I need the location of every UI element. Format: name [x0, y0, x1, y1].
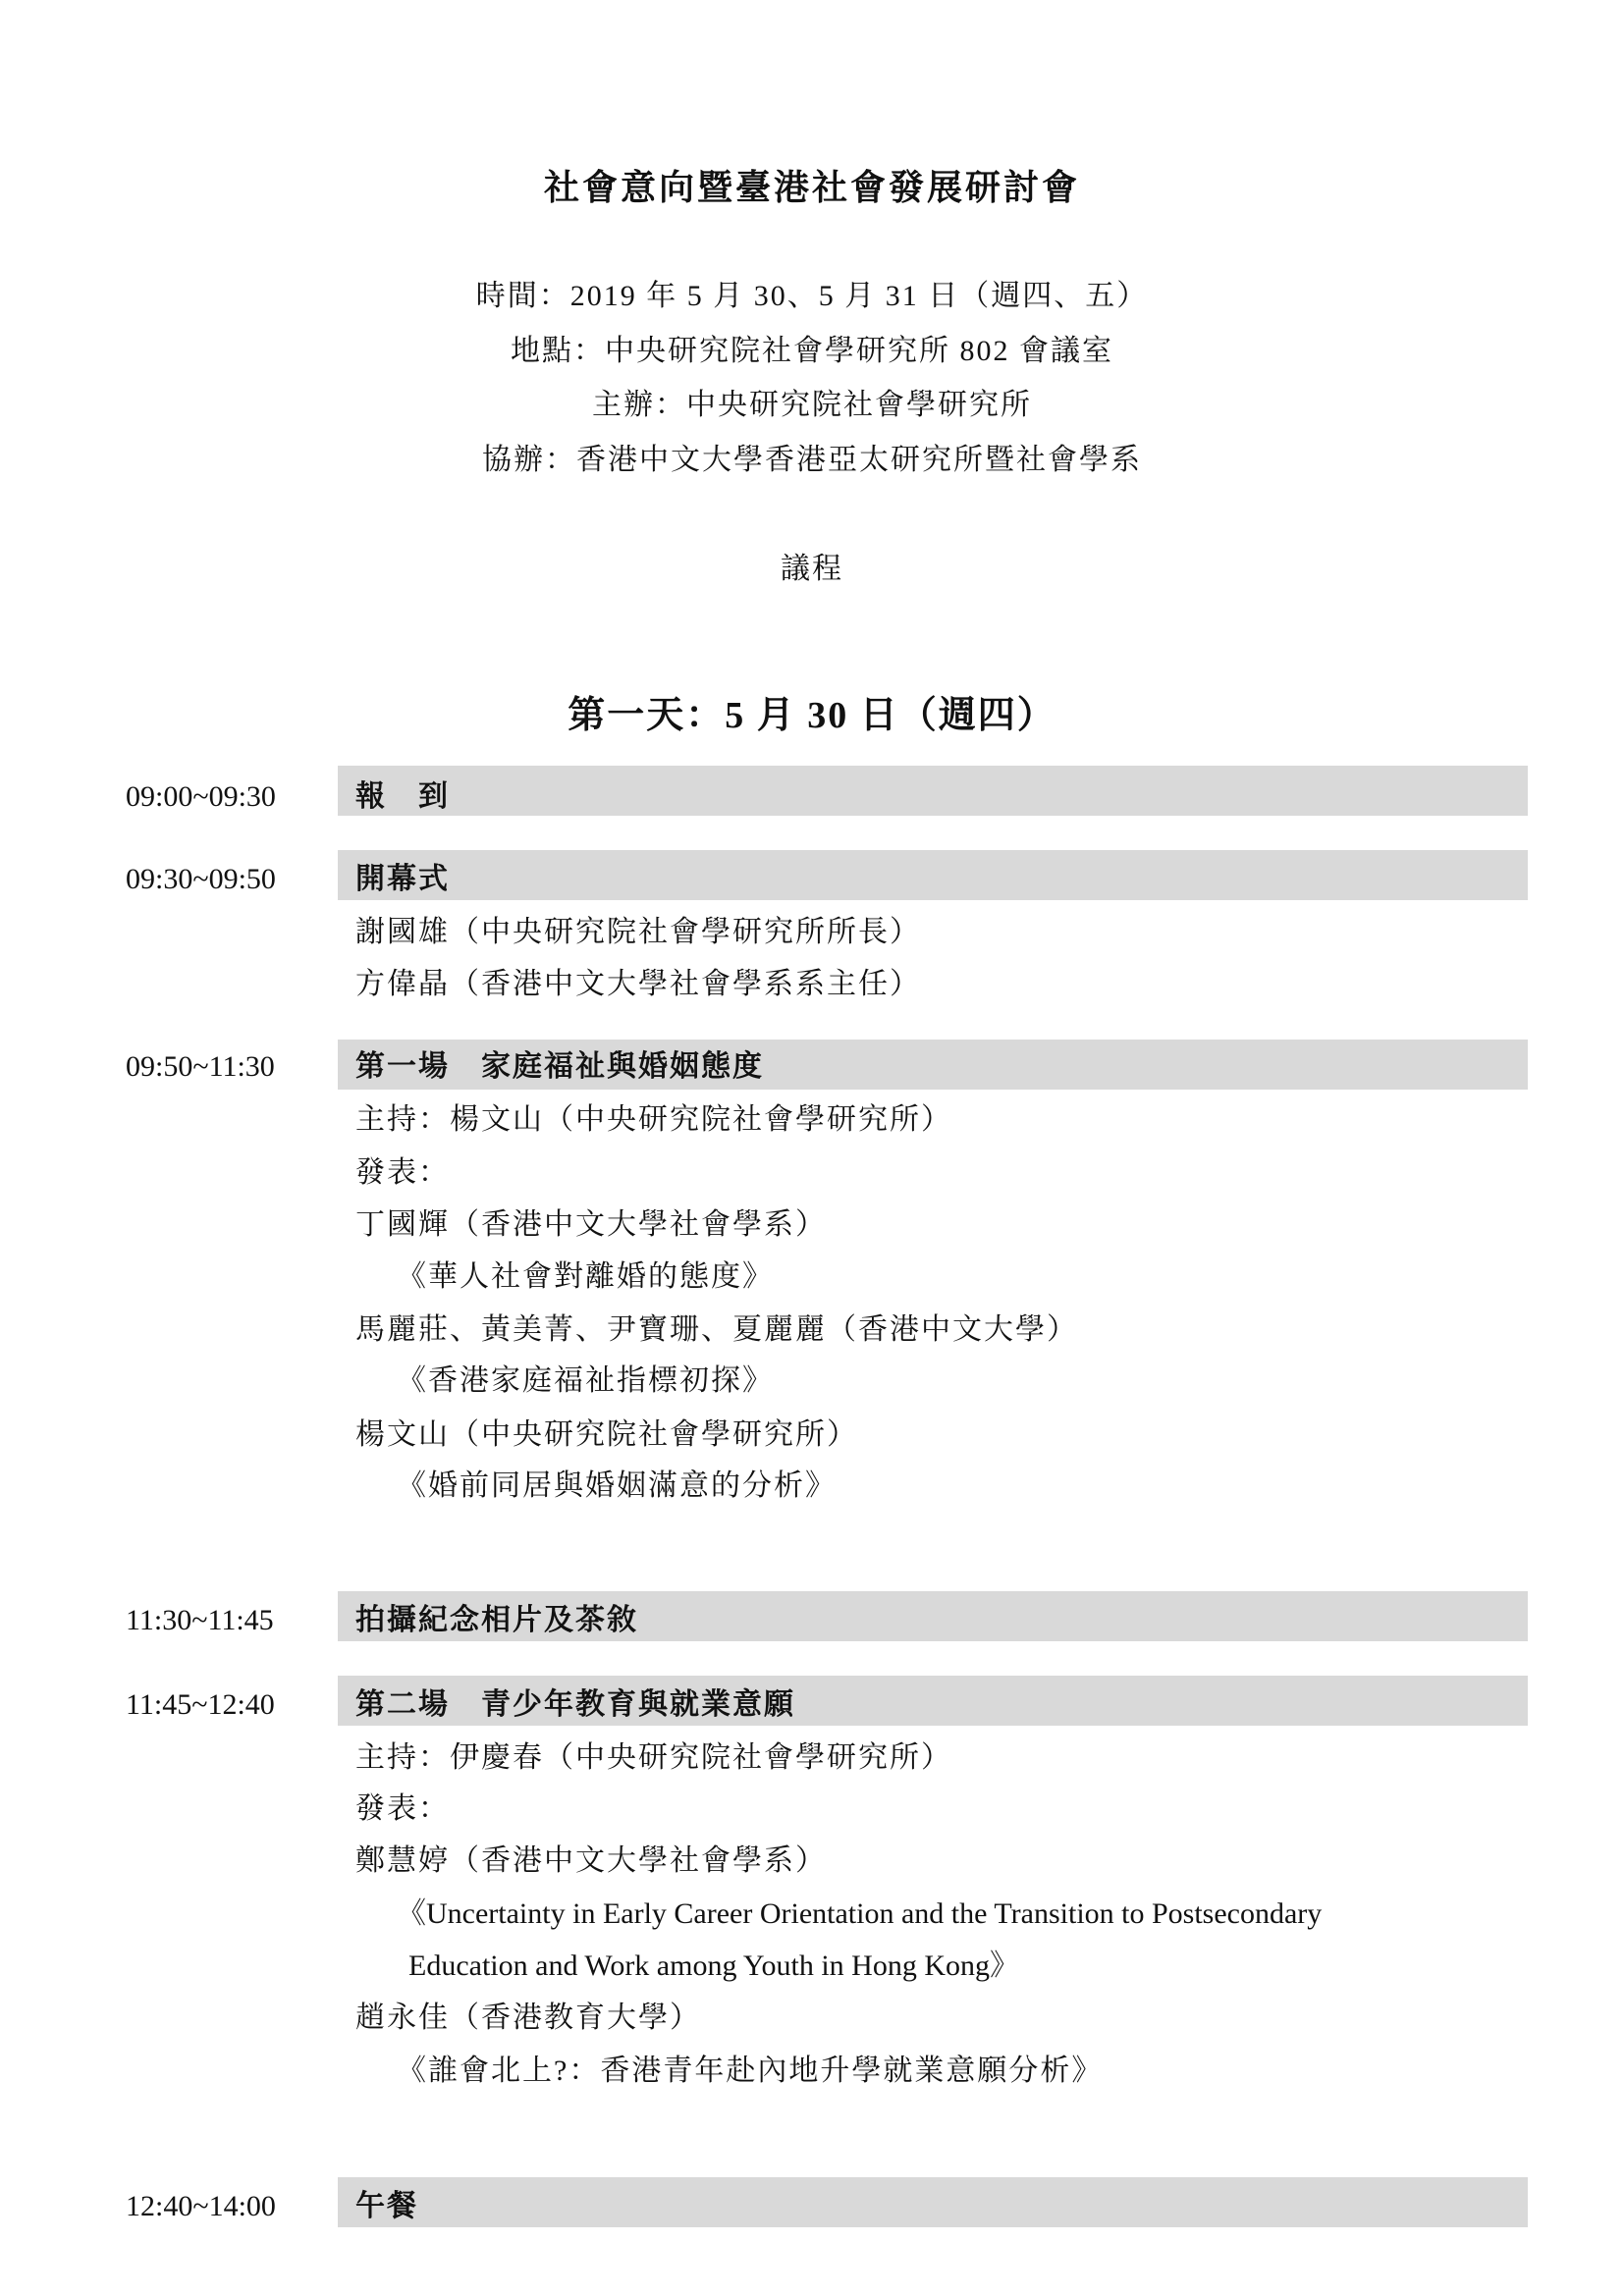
- session-bar: [338, 766, 1528, 816]
- presenters-label: 發表：: [355, 1156, 450, 1189]
- presenters-label: 發表：: [355, 1792, 450, 1825]
- session-title: 午餐: [355, 2190, 418, 2222]
- event-time: 時間：2019 年 5 月 30、5 月 31 日（週四、五）: [475, 280, 1149, 312]
- speaker-line: 謝國雄（中央研究院社會學研究所所長）: [355, 916, 921, 948]
- session-title: 第二場 青少年教育與就業意願: [355, 1688, 795, 1721]
- paper-title: 《Uncertainty in Early Career Orientation and the Transition to Postsecondary: [397, 1897, 1323, 1930]
- session-title: 拍攝紀念相片及茶敘: [355, 1604, 638, 1636]
- paper-title: 《婚前同居與婚姻滿意的分析》: [397, 1469, 837, 1502]
- session-time: 09:50~11:30: [126, 1050, 275, 1083]
- presenter-line: 趙永佳（香港教育大學）: [355, 2002, 701, 2034]
- session-time: 09:30~09:50: [126, 863, 276, 895]
- document-title: 社會意向暨臺港社會發展研討會: [543, 168, 1080, 207]
- presenter-line: 鄭慧婷（香港中文大學社會學系）: [355, 1844, 827, 1877]
- session-bar: [338, 850, 1528, 900]
- presenter-line: 馬麗莊、黃美菁、尹寶珊、夏麗麗（香港中文大學）: [355, 1313, 1078, 1346]
- session-title: 第一場 家庭福祉與婚姻態度: [355, 1050, 764, 1083]
- session-time: 09:00~09:30: [126, 780, 276, 813]
- event-organizer: 主辦：中央研究院社會學研究所: [592, 389, 1032, 421]
- paper-title: 《華人社會對離婚的態度》: [397, 1260, 774, 1293]
- paper-title-continued: Education and Work among Youth in Hong Kong》: [408, 1949, 1020, 1982]
- session-time: 11:30~11:45: [126, 1604, 274, 1636]
- moderator-line: 主持：伊慶春（中央研究院社會學研究所）: [355, 1741, 952, 1774]
- speaker-line: 方偉晶（香港中文大學社會學系系主任）: [355, 968, 921, 1000]
- presenter-line: 楊文山（中央研究院社會學研究所）: [355, 1418, 858, 1451]
- day-heading: 第一天：5 月 30 日（週四）: [568, 695, 1056, 736]
- session-title: 開幕式: [355, 863, 450, 895]
- presenter-line: 丁國輝（香港中文大學社會學系）: [355, 1208, 827, 1241]
- session-bar: [338, 2177, 1528, 2227]
- agenda-label: 議程: [781, 553, 843, 585]
- moderator-line: 主持：楊文山（中央研究院社會學研究所）: [355, 1103, 952, 1136]
- event-co-organizer: 協辦：香港中文大學香港亞太研究所暨社會學系: [482, 444, 1142, 476]
- session-time: 11:45~12:40: [126, 1688, 275, 1721]
- session-time: 12:40~14:00: [126, 2190, 276, 2222]
- paper-title: 《誰會北上?：香港青年赴內地升學就業意願分析》: [397, 2055, 1104, 2087]
- paper-title: 《香港家庭福祉指標初探》: [397, 1364, 774, 1397]
- event-venue: 地點：中央研究院社會學研究所 802 會議室: [511, 335, 1113, 367]
- session-title: 報 到: [355, 780, 450, 813]
